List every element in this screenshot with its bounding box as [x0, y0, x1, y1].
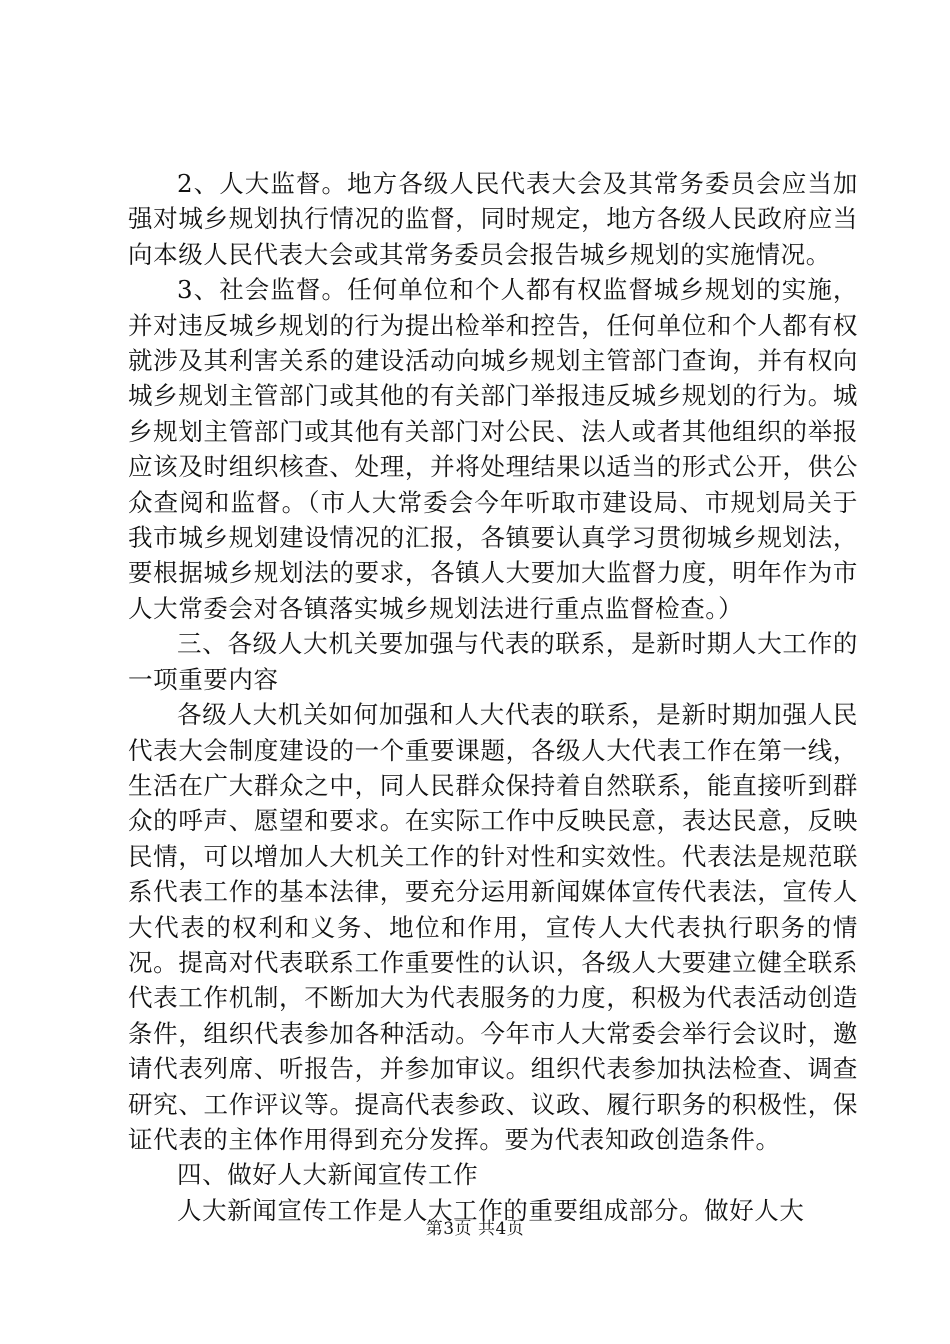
page-footer: 第3页 共4页: [425, 1219, 525, 1239]
paragraph-news-publicity: 人大新闻宣传工作是人大工作的重要组成部分。做好人大: [177, 1195, 805, 1225]
paragraph-social-supervision: 3、社会监督。任何单位和个人都有权监督城乡规划的实施，并对违反城乡规划的行为提出检举和控告，任何单位和个人都有权就涉及其利害关系的建设活动向城乡规划主管部门查询，并有权向城乡规划主管部门或其他的有关部门举报违反城乡规划的行为。城乡规划主管部门或其他有关部门对公民、法人或者其他组织的举报应该及时组织核查、处理，并将处理结果以适当的形式公开，供公众查阅和监督。（市人大常委会今年听取市建设局、市规划局关于我市城乡规划建设情况的汇报，各镇要认真学习贯彻城乡规划法，要根据城乡规划法的要求，各镇人大要加大监督力度，明年作为市人大常委会对各镇落实城乡规划法进行重点监督检查。）: [128, 275, 858, 623]
section-heading-four: 四、做好人大新闻宣传工作: [177, 1160, 479, 1190]
paragraph-representative-liaison: 各级人大机关如何加强和人大代表的联系，是新时期加强人民代表大会制度建设的一个重要课题，各级人大代表工作在第一线，生活在广大群众之中，同人民群众保持着自然联系，能直接听到群众的呼声、愿望和要求。在实际工作中反映民意，表达民意，反映民情，可以增加人大机关工作的针对性和实效性。代表法是规范联系代表工作的基本法律，要充分运用新闻媒体宣传代表法，宣传人大代表的权利和义务、地位和作用，宣传人大代表执行职务的情况。提高对代表联系工作重要性的认识，各级人大要建立健全联系代表工作机制，不断加大为代表服务的力度，积极为代表活动创造条件，组织代表参加各种活动。今年市人大常委会举行会议时，邀请代表列席、听报告，并参加审议。组织代表参加执法检查、调查研究、工作评议等。提高代表参政、议政、履行职务的积极性，保证代表的主体作用得到充分发挥。要为代表知政创造条件。: [128, 700, 858, 1154]
section-heading-three: 三、各级人大机关要加强与代表的联系，是新时期人大工作的一项重要内容: [128, 629, 858, 694]
document-body: [128, 166, 858, 1228]
paragraph-people-congress-supervision: 2、人大监督。地方各级人民代表大会及其常务委员会应当加强对城乡规划执行情况的监督，同时规定，地方各级人民政府应当向本级人民代表大会或其常务委员会报告城乡规划的实施情况。: [128, 169, 858, 269]
